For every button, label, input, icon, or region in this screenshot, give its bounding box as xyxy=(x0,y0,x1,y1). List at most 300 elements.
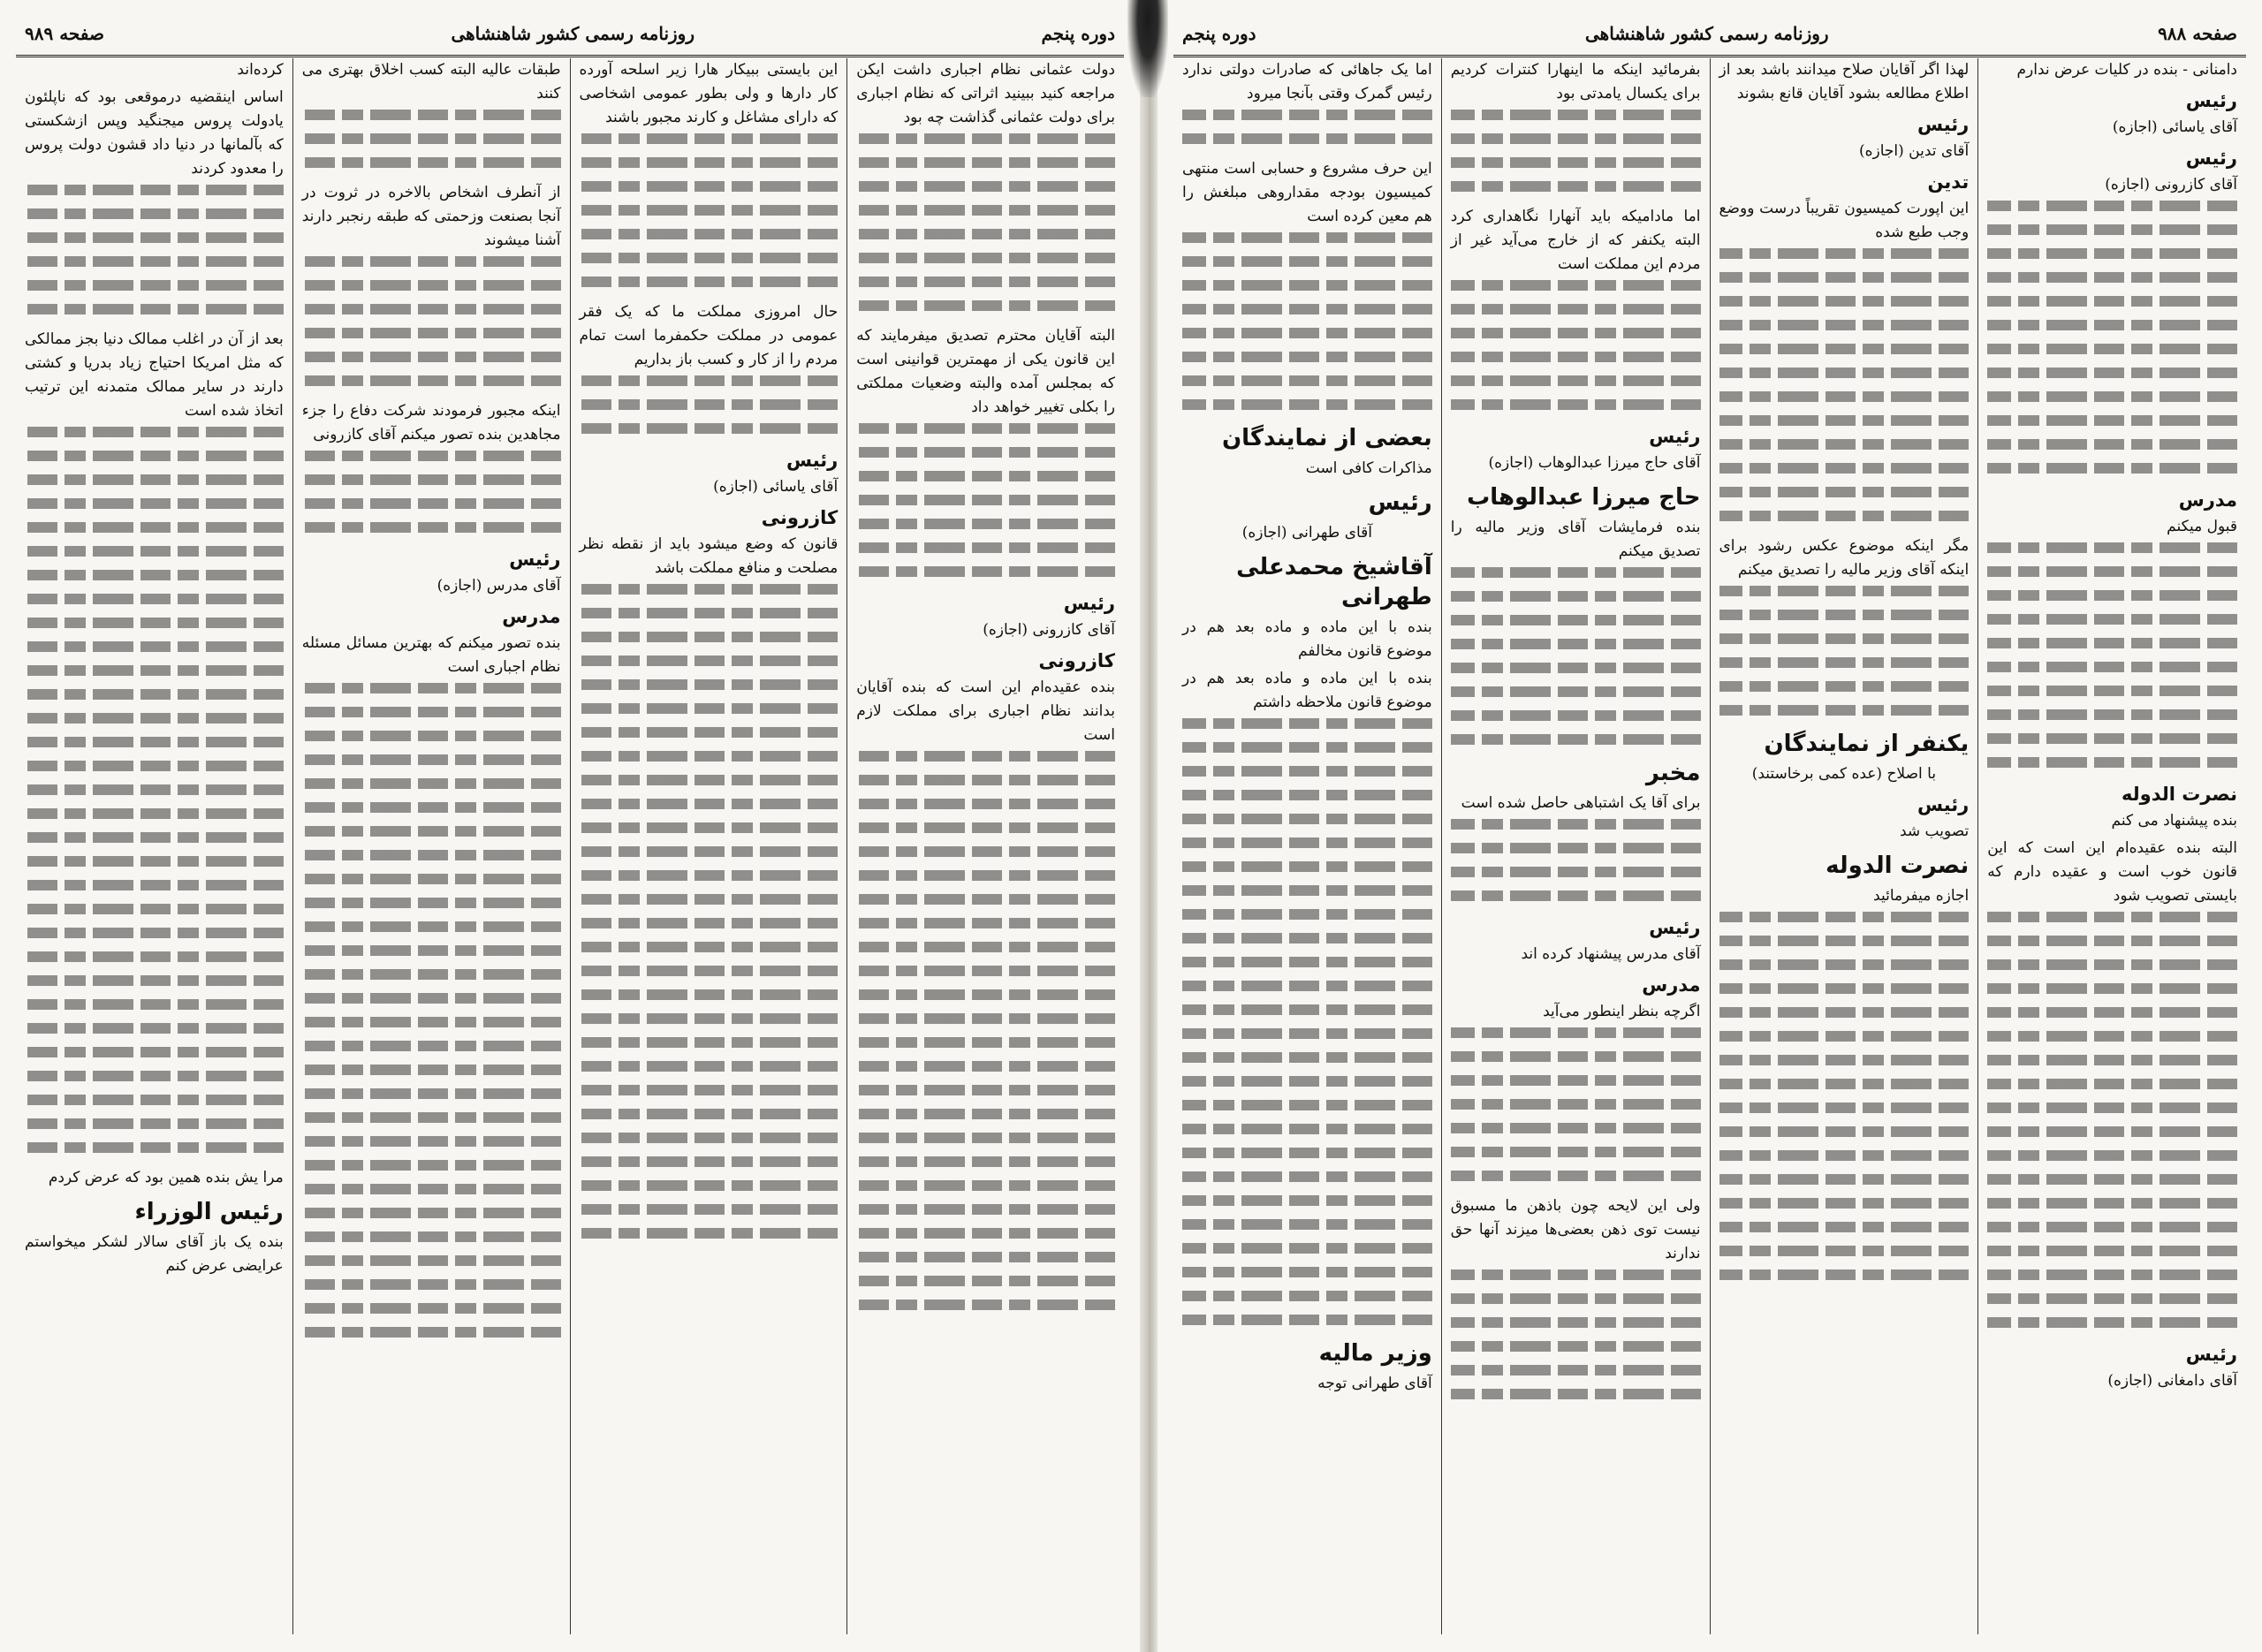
filler xyxy=(856,157,1115,168)
text-column xyxy=(1977,58,2246,1634)
filler xyxy=(856,1133,1115,1143)
filler xyxy=(1182,885,1432,896)
speaker-name: بعضی از نمایندگان xyxy=(1221,425,1432,451)
filler xyxy=(580,423,839,434)
speaker-name: حاج میرزا عبدالوهاب xyxy=(1467,484,1701,511)
filler xyxy=(856,870,1115,881)
text-column xyxy=(1710,58,1978,1634)
filler xyxy=(1987,1222,2237,1232)
filler xyxy=(580,679,839,690)
filler xyxy=(1451,375,1701,386)
filler xyxy=(1987,959,2237,970)
filler xyxy=(25,832,284,843)
filler xyxy=(25,951,284,962)
filler xyxy=(302,1017,561,1027)
filler xyxy=(302,1112,561,1123)
filler xyxy=(1987,983,2237,994)
filler xyxy=(1987,320,2237,330)
filler xyxy=(1451,399,1701,410)
filler xyxy=(1719,272,1970,283)
speech-text: با اصلاح (عده کمی برخاستند) xyxy=(1751,765,1937,783)
filler xyxy=(1719,415,1970,426)
filler xyxy=(1182,790,1432,800)
speech-text: قانون که وضع میشود باید از نقطه نظر مصلحت و منافع مملکت باشد xyxy=(579,535,839,577)
filler xyxy=(1451,1171,1701,1181)
filler xyxy=(1182,837,1432,848)
filler xyxy=(1719,959,1970,970)
filler xyxy=(580,1109,839,1119)
filler xyxy=(1719,936,1970,946)
filler xyxy=(1451,280,1701,291)
filler xyxy=(1451,615,1701,625)
filler xyxy=(1719,983,1970,994)
filler xyxy=(580,1204,839,1215)
filler xyxy=(1451,1075,1701,1086)
speech-text: آقای کازرونی (اجازه) xyxy=(983,621,1115,639)
speech-text: آقای طهرانی توجه xyxy=(1317,1375,1432,1392)
filler xyxy=(1987,662,2237,672)
filler xyxy=(580,1180,839,1191)
filler xyxy=(25,522,284,533)
filler xyxy=(25,856,284,867)
speech-text: آقای طهرانی (اجازه) xyxy=(1241,524,1373,542)
filler xyxy=(302,850,561,860)
filler xyxy=(856,799,1115,809)
filler xyxy=(580,822,839,833)
filler xyxy=(580,1228,839,1239)
paragraph: بفرمائید اینکه ما اینهارا کنترات کردیم برای یکسال یامدتی بود xyxy=(1450,61,1701,102)
filler xyxy=(580,1133,839,1143)
text-column xyxy=(292,58,570,1634)
filler xyxy=(1719,391,1970,402)
filler xyxy=(1719,1103,1970,1113)
paragraph: دولت عثمانی نظام اجباری داشت ایکن مراجعه کنید ببینید اثراتی که نظام اجباری برای دولت عثمانی گذاشت چه بود xyxy=(856,61,1115,126)
filler xyxy=(580,966,839,976)
speaker-name: نصرت الدوله xyxy=(1826,853,1970,879)
speaker-name: رئیس xyxy=(2185,148,2237,169)
filler xyxy=(856,1300,1115,1310)
filler xyxy=(1987,368,2237,378)
filler xyxy=(856,751,1115,762)
filler xyxy=(1719,1198,1970,1209)
filler xyxy=(1987,344,2237,354)
filler xyxy=(856,471,1115,481)
paragraph: ولی این لایحه چون باذهن ما مسبوق نیست توی ذهن بعضی‌ها میزند آنها حق ندارند xyxy=(1450,1197,1701,1262)
filler xyxy=(1719,248,1970,259)
filler xyxy=(25,1142,284,1153)
filler xyxy=(1451,157,1701,168)
filler xyxy=(856,846,1115,857)
filler xyxy=(1987,1317,2237,1328)
filler xyxy=(1987,1055,2237,1065)
filler xyxy=(25,689,284,700)
filler xyxy=(25,999,284,1010)
filler xyxy=(1182,1171,1432,1182)
speech-text: برای آقا یک اشتباهی حاصل شده است xyxy=(1461,794,1701,812)
filler xyxy=(302,1160,561,1171)
filler xyxy=(1451,304,1701,314)
filler xyxy=(302,945,561,956)
filler xyxy=(1987,1150,2237,1161)
filler xyxy=(1987,1079,2237,1089)
filler xyxy=(1987,1126,2237,1137)
filler xyxy=(1182,1219,1432,1230)
speaker-name: رئیس xyxy=(1917,114,1970,135)
speech-text: قبول میکنم xyxy=(2167,518,2237,535)
paragraph: اما مادامیکه باید آنهارا نگاهداری کرد البته یکنفر که از خارج می‌آید غیر از مردم این مملکت است xyxy=(1450,208,1701,273)
filler xyxy=(1182,718,1432,729)
filler xyxy=(1987,590,2237,601)
filler xyxy=(25,784,284,795)
filler xyxy=(1719,1222,1970,1232)
filler xyxy=(1451,567,1701,578)
filler xyxy=(1451,867,1701,877)
speaker-name: رئیس xyxy=(2185,1344,2237,1365)
filler xyxy=(302,157,561,168)
filler xyxy=(1987,757,2237,768)
paragraph: دامنانی - بنده در کلیات عرض ندارم xyxy=(2016,61,2237,79)
filler xyxy=(302,522,561,533)
filler xyxy=(1182,1195,1432,1206)
filler xyxy=(856,1228,1115,1239)
filler xyxy=(1719,511,1970,521)
filler xyxy=(580,989,839,1000)
filler xyxy=(580,655,839,666)
filler xyxy=(1451,663,1701,673)
filler xyxy=(302,1303,561,1314)
filler xyxy=(302,1065,561,1075)
filler xyxy=(856,181,1115,192)
filler xyxy=(1987,1031,2237,1042)
filler xyxy=(1719,1126,1970,1137)
filler xyxy=(25,185,284,195)
filler xyxy=(1987,463,2237,474)
filler xyxy=(302,328,561,338)
filler xyxy=(856,918,1115,928)
speaker-name: رئیس xyxy=(509,549,561,570)
speaker-name: رئیس الوزراء xyxy=(134,1199,284,1225)
filler xyxy=(302,921,561,932)
header-newspaper-title: روزنامه رسمی کشور شاهنشاهی xyxy=(1585,23,1829,44)
filler xyxy=(25,474,284,485)
filler xyxy=(580,751,839,762)
filler xyxy=(1987,1103,2237,1113)
filler xyxy=(302,1208,561,1218)
filler xyxy=(580,1061,839,1072)
paragraph: از آنطرف اشخاص بالاخره در ثروت در آنجا بصنعت وزحمتی که طبقه رنجبر دارند آشنا میشوند xyxy=(301,184,561,249)
filler xyxy=(1182,304,1432,314)
speech-text: اگرچه بنظر اینطور می‌آید xyxy=(1543,1003,1701,1020)
filler xyxy=(1987,912,2237,922)
column-grid xyxy=(1173,58,2246,1634)
speaker-name: مخبر xyxy=(1645,760,1701,786)
filler xyxy=(25,570,284,580)
filler xyxy=(580,205,839,216)
filler xyxy=(25,761,284,771)
filler xyxy=(856,1013,1115,1024)
filler xyxy=(1182,909,1432,920)
filler xyxy=(1987,709,2237,720)
filler xyxy=(302,874,561,884)
speaker-name: کازرونی xyxy=(1038,650,1115,671)
header-newspaper-title: روزنامه رسمی کشور شاهنشاهی xyxy=(451,23,695,44)
filler xyxy=(580,942,839,952)
filler xyxy=(580,584,839,595)
filler xyxy=(1451,110,1701,120)
filler xyxy=(1182,352,1432,362)
filler xyxy=(1182,280,1432,291)
filler xyxy=(1719,487,1970,497)
paragraph: اساس اینقضیه درموقعی بود که ناپلئون یادولت پروس میجنگید وپس ازشکستی که بآلمانها در دنیا داد قشون دولت پروس را معدود کردند xyxy=(25,88,284,178)
filler xyxy=(1182,1028,1432,1039)
filler xyxy=(25,594,284,604)
paragraph: کرده‌اند xyxy=(237,61,284,79)
filler xyxy=(1987,248,2237,259)
header-volume: دوره پنجم xyxy=(1182,23,1256,44)
filler xyxy=(1719,1269,1970,1280)
speech-text: آقای حاج میرزا عبدالوهاب (اجازه) xyxy=(1488,454,1701,472)
filler xyxy=(580,1085,839,1095)
filler xyxy=(856,1252,1115,1262)
column-grid xyxy=(16,58,1124,1634)
filler xyxy=(1182,1124,1432,1134)
filler xyxy=(25,1071,284,1081)
filler xyxy=(302,133,561,144)
header-volume: دوره پنجم xyxy=(1041,23,1115,44)
filler xyxy=(1182,1052,1432,1063)
filler xyxy=(580,1037,839,1048)
filler xyxy=(302,256,561,267)
speaker-name: رئیس xyxy=(1063,593,1115,614)
filler xyxy=(1182,232,1432,243)
filler xyxy=(1987,686,2237,696)
filler xyxy=(1182,399,1432,410)
filler xyxy=(1987,391,2237,402)
filler xyxy=(1987,566,2237,577)
filler xyxy=(25,808,284,819)
filler xyxy=(856,966,1115,976)
text-column xyxy=(846,58,1124,1634)
speech-text: بنده یک باز آقای سالار لشکر میخواستم عرایضی عرض کنم xyxy=(25,1233,284,1275)
filler xyxy=(1719,1031,1970,1042)
filler xyxy=(302,280,561,291)
filler xyxy=(1182,1243,1432,1254)
filler xyxy=(25,737,284,747)
filler xyxy=(1719,681,1970,692)
filler xyxy=(25,498,284,509)
speaker-name: نصرت الدوله xyxy=(2122,784,2237,805)
filler xyxy=(856,1109,1115,1119)
speaker-name: تدین xyxy=(1927,171,1970,193)
paragraph: اما یک جاهائی که صادرات دولتی ندارد رئیس گمرک وقتی بآنجا میرود xyxy=(1182,61,1432,102)
filler xyxy=(580,894,839,905)
filler xyxy=(580,133,839,144)
filler xyxy=(856,989,1115,1000)
filler xyxy=(25,451,284,461)
filler xyxy=(1987,1269,2237,1280)
filler xyxy=(1182,375,1432,386)
filler xyxy=(25,232,284,243)
speaker-name: رئیس xyxy=(1649,917,1701,938)
filler xyxy=(1987,614,2237,625)
filler xyxy=(856,542,1115,553)
filler xyxy=(1182,957,1432,967)
filler xyxy=(302,1184,561,1194)
speaker-name: رئیس xyxy=(1917,794,1970,815)
filler xyxy=(25,1047,284,1057)
filler xyxy=(1987,1007,2237,1018)
filler xyxy=(856,300,1115,311)
filler xyxy=(25,304,284,314)
filler xyxy=(1451,734,1701,745)
filler xyxy=(25,928,284,938)
filler xyxy=(580,799,839,809)
filler xyxy=(302,1088,561,1099)
paragraph: حال امروزی مملکت ما که یک فقر عمومی در مملکت حکمفرما است تمام مردم را از کار و کسب باز بداریم xyxy=(579,303,839,368)
filler xyxy=(1719,463,1970,474)
filler xyxy=(856,566,1115,577)
filler xyxy=(580,608,839,618)
filler xyxy=(302,754,561,765)
filler xyxy=(25,1095,284,1105)
filler xyxy=(856,1085,1115,1095)
filler xyxy=(580,1013,839,1024)
filler xyxy=(580,727,839,738)
filler xyxy=(1451,1341,1701,1352)
speech-text: آقای کازرونی (اجازه) xyxy=(2105,176,2237,193)
filler xyxy=(1987,272,2237,283)
filler xyxy=(1182,1148,1432,1158)
filler xyxy=(25,280,284,291)
filler xyxy=(1451,1269,1701,1280)
text-column xyxy=(1173,58,1441,1634)
speaker-name: آقاشیخ محمدعلی طهرانی xyxy=(1236,554,1432,610)
filler xyxy=(1719,610,1970,620)
filler xyxy=(25,427,284,437)
filler xyxy=(1182,1291,1432,1301)
filler xyxy=(856,1037,1115,1048)
filler xyxy=(1182,1100,1432,1110)
filler xyxy=(1719,912,1970,922)
filler xyxy=(580,375,839,386)
filler xyxy=(1987,224,2237,235)
filler xyxy=(580,277,839,287)
filler xyxy=(302,498,561,509)
speech-text: بنده فرمایشات آقای وزیر مالیه را تصدیق میکنم xyxy=(1450,519,1701,560)
filler xyxy=(856,942,1115,952)
filler xyxy=(856,205,1115,216)
filler xyxy=(856,447,1115,458)
filler xyxy=(1182,1004,1432,1015)
filler xyxy=(302,707,561,717)
filler xyxy=(25,713,284,724)
paragraph: مرا یش بنده همین بود که عرض کردم xyxy=(48,1169,284,1186)
filler xyxy=(1719,633,1970,644)
text-column xyxy=(16,58,292,1634)
filler xyxy=(856,1156,1115,1167)
filler xyxy=(1182,133,1432,144)
filler xyxy=(1451,352,1701,362)
filler xyxy=(1182,742,1432,753)
speech-text: آقای مدرس (اجازه) xyxy=(436,577,561,595)
filler xyxy=(25,208,284,219)
filler xyxy=(1451,328,1701,338)
paragraph: این حرف مشروع و حسابی است منتهی کمیسیون بودجه مقداروهی مبلغش را هم معین کرده است xyxy=(1182,160,1432,225)
filler xyxy=(1451,1123,1701,1133)
speaker-name: رئیس xyxy=(1649,426,1701,447)
filler xyxy=(1451,133,1701,144)
speech-text: آقای دامغانی (اجازه) xyxy=(2107,1372,2237,1390)
filler xyxy=(1719,1246,1970,1256)
filler xyxy=(1987,439,2237,450)
filler xyxy=(1719,586,1970,596)
speech-text: مذاکرات کافی است xyxy=(1305,459,1432,477)
filler xyxy=(580,157,839,168)
filler xyxy=(1719,1007,1970,1018)
filler xyxy=(1719,296,1970,307)
filler xyxy=(580,229,839,239)
filler xyxy=(580,703,839,714)
filler xyxy=(25,618,284,628)
filler xyxy=(25,546,284,557)
filler xyxy=(856,423,1115,434)
filler xyxy=(302,898,561,908)
filler xyxy=(856,894,1115,905)
filler xyxy=(1182,814,1432,824)
filler xyxy=(1451,181,1701,192)
filler xyxy=(1451,1027,1701,1038)
filler xyxy=(1182,933,1432,943)
filler xyxy=(302,352,561,362)
filler xyxy=(25,256,284,267)
filler xyxy=(1182,328,1432,338)
filler xyxy=(1451,890,1701,901)
speech-text: بنده پیشنهاد می کنم xyxy=(2111,812,2237,830)
filler xyxy=(856,133,1115,144)
filler xyxy=(1451,1389,1701,1399)
speaker-name: رئیس xyxy=(2185,90,2237,111)
speech-text: آقای مدرس پیشنهاد کرده اند xyxy=(1521,945,1701,963)
filler xyxy=(1451,686,1701,697)
speech-text: اجازه میفرمائید xyxy=(1873,887,1970,905)
filler xyxy=(856,1276,1115,1286)
header-page-number: صفحه ۹۸۹ xyxy=(25,23,104,44)
filler xyxy=(580,870,839,881)
filler xyxy=(302,969,561,980)
filler xyxy=(1987,1246,2237,1256)
filler xyxy=(580,181,839,192)
filler xyxy=(856,775,1115,785)
filler xyxy=(1719,1174,1970,1185)
filler xyxy=(1719,344,1970,354)
filler xyxy=(1987,415,2237,426)
filler xyxy=(302,304,561,314)
filler xyxy=(1719,1055,1970,1065)
page-header xyxy=(1173,12,2246,57)
filler xyxy=(1182,766,1432,777)
filler xyxy=(1451,1365,1701,1375)
filler xyxy=(856,1061,1115,1072)
paragraph: البته آقایان محترم تصدیق میفرمایند که این قانون یکی از مهمترین قوانینی است که بمجلس آمده والبته وضعیات مملکتی را بکلی تغییر خواهد داد xyxy=(856,327,1115,416)
speech-text: آقای یاسائی (اجازه) xyxy=(2112,118,2237,136)
speaker-name: مدرس xyxy=(2178,489,2237,511)
filler xyxy=(856,519,1115,529)
speaker-name: رئیس xyxy=(1368,489,1432,516)
filler xyxy=(302,826,561,837)
paragraph: بنده با این ماده و ماده بعد هم در موضوع قانون ملاحظه داشتم xyxy=(1182,670,1432,711)
filler xyxy=(302,1041,561,1051)
speech-text: بنده با این ماده و ماده بعد هم در موضوع قانون مخالفم xyxy=(1182,618,1432,660)
